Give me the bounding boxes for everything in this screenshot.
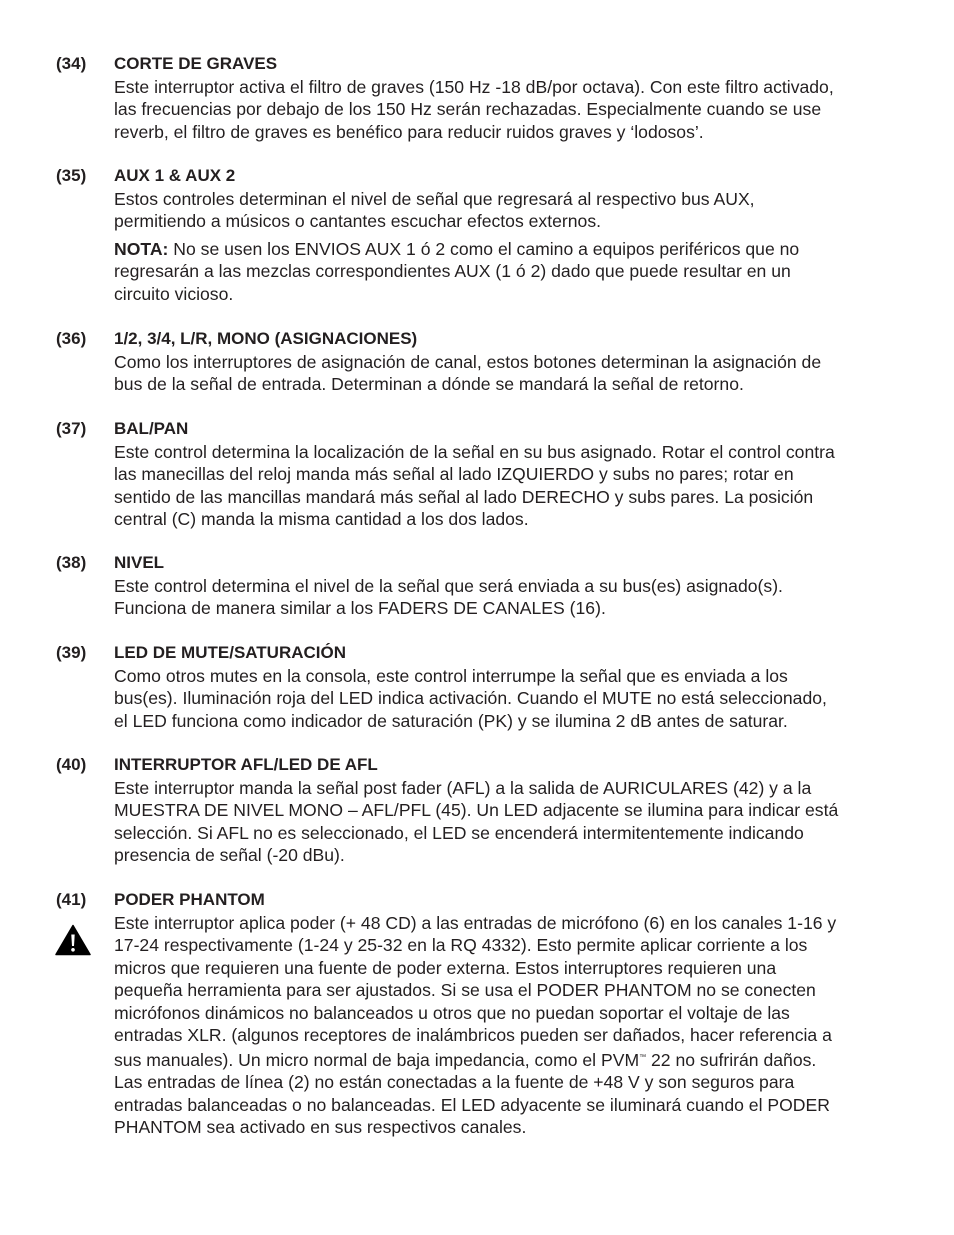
section-title: INTERRUPTOR AFL/LED DE AFL: [114, 755, 378, 774]
text-line: reverb, el filtro de graves es benéfico para reducir ruidos graves y ‘lodosos’.: [114, 121, 704, 142]
text-line: regresarán a las mezclas correspondientes AUX (1 ó 2) dado que puede resultar en un: [114, 261, 791, 281]
text-line: micros que requieren una fuente de poder externa. Estos interruptores requieren una: [114, 957, 777, 978]
text-line: sentido de las mancillas mandará más señal al lado DERECHO y subs pares. La posición: [114, 486, 814, 507]
section-body: [114, 418, 916, 531]
text-line: Estos controles determinan el nivel de señal que regresará al respectivo bus AUX,: [114, 188, 755, 209]
text-line: las manecillas del reloj manda más señal al lado IZQUIERDO y subs no pares; rotar en: [114, 464, 794, 484]
text-line: permitiendo a músicos o cantantes escuchar efectos externos.: [114, 211, 602, 231]
section-36: [56, 328, 916, 396]
section-paragraph: [114, 441, 916, 531]
warning-triangle-icon: [55, 924, 91, 956]
section-title: 1/2, 3/4, L/R, MONO (ASIGNACIONES): [114, 329, 418, 348]
text-line: bus de la señal de entrada. Determinan a dónde se mandará la señal de retorno.: [114, 374, 744, 394]
text-line: presencia de señal (-20 dBu).: [114, 845, 345, 865]
text-line: Como los interruptores de asignación de canal, estos botones determinan la asignación de: [114, 351, 822, 372]
text-line: Este control determina el nivel de la señal que será enviada a su bus(es) asignado(s).: [114, 575, 783, 596]
section-title: BAL/PAN: [114, 419, 189, 438]
text-line: No se usen los ENVIOS AUX 1 ó 2 como el camino a equipos periféricos que no: [168, 238, 800, 259]
section-title: LED DE MUTE/SATURACIÓN: [114, 643, 347, 662]
section-41: [56, 889, 916, 1139]
section-number: (35): [56, 166, 87, 185]
section-number: (36): [56, 329, 87, 348]
text-line: PHANTOM sea activado en sus respectivos canales.: [114, 1117, 527, 1137]
trademark-symbol: ™: [639, 1053, 647, 1061]
section-34: [56, 53, 916, 143]
section-number: (34): [56, 54, 87, 73]
section-body: [114, 552, 916, 620]
text-line: 22 no sufrirán daños.: [646, 1049, 817, 1070]
section-title: PODER PHANTOM: [114, 890, 265, 909]
section-38: [56, 552, 916, 620]
section-35: [56, 165, 916, 305]
section-title: AUX 1 & AUX 2: [114, 166, 236, 185]
text-line: selección. Si AFL no es seleccionado, el LED se encenderá intermitentemente indicando: [114, 822, 804, 843]
section-paragraph: [114, 912, 916, 1139]
section-body: [114, 328, 916, 396]
section-number: (39): [56, 643, 87, 662]
text-line: el LED funciona como indicador de saturación (PK) y se ilumina 2 dB antes de saturar.: [114, 710, 788, 731]
section-number: (38): [56, 553, 87, 572]
note-paragraph: [114, 238, 916, 306]
note-label: NOTA:: [114, 238, 169, 259]
section-title: CORTE DE GRAVES: [114, 54, 278, 73]
section-title: NIVEL: [114, 553, 165, 572]
text-line: sus manuales). Un micro normal de baja impedancia, como el PVM: [114, 1049, 640, 1070]
text-line: Las entradas de línea (2) no están conectadas a la fuente de +48 V y son seguros para: [114, 1072, 795, 1092]
section-number: (37): [56, 419, 87, 438]
text-line: entradas XLR. (algunos receptores de inalámbricos pueden ser dañados, hacer referencia a: [114, 1025, 832, 1045]
text-line: las frecuencias por debajo de los 150 Hz serán rechazadas. Especialmente cuando se use: [114, 99, 822, 119]
section-37: [56, 418, 916, 531]
text-line: bus(es). Iluminación roja del LED indica activación. Cuando el MUTE no está seleccionado,: [114, 688, 827, 708]
text-line: Este interruptor activa el filtro de graves (150 Hz -18 dB/por octava). Con este filtro activado,: [114, 76, 834, 97]
section-body: [114, 754, 916, 867]
section-paragraph: [114, 777, 916, 867]
text-line: Este control determina la localización de la señal en su bus asignado. Rotar el control contra: [114, 441, 835, 462]
text-line: entradas balanceadas o no balanceadas. El LED adyacente se iluminará cuando el PODER: [114, 1094, 830, 1115]
text-line: MUESTRA DE NIVEL MONO – AFL/PFL (45). Un LED adjacente se ilumina para indicar está: [114, 800, 839, 820]
section-body: [114, 889, 916, 1139]
text-line: Este interruptor aplica poder (+ 48 CD) a las entradas de micrófono (6) en los canales 1-16 y: [114, 912, 837, 933]
text-line: Funciona de manera similar a los FADERS DE CANALES (16).: [114, 598, 606, 618]
text-line: micrófonos dinámicos no balanceados u otros que no puedan soportar el voltaje de las: [114, 1002, 790, 1023]
section-body: [114, 642, 916, 732]
section-40: [56, 754, 916, 867]
text-line: 17-24 respectivamente (1-24 y 25-32 en la RQ 4332). Esto permite aplicar corriente a los: [114, 935, 808, 955]
text-line: pequeña herramienta para ser ajustados. Si se usa el PODER PHANTOM no se conecten: [114, 980, 816, 1000]
section-paragraph: [114, 665, 916, 733]
section-paragraph: [114, 188, 916, 233]
text-line: central (C) manda la misma cantidad a los dos lados.: [114, 509, 529, 529]
section-body: [114, 53, 916, 143]
section-number: (40): [56, 755, 87, 774]
text-line: Como otros mutes en la consola, este control interrumpe la señal que es enviada a los: [114, 665, 788, 686]
section-paragraph: [114, 76, 916, 144]
section-paragraph: [114, 351, 916, 396]
section-body: [114, 165, 916, 305]
text-line: Este interruptor manda la señal post fader (AFL) a la salida de AURICULARES (42) y a la: [114, 777, 812, 798]
section-39: [56, 642, 916, 732]
text-line: circuito vicioso.: [114, 283, 234, 304]
section-number: (41): [56, 890, 87, 909]
section-paragraph: [114, 575, 916, 620]
